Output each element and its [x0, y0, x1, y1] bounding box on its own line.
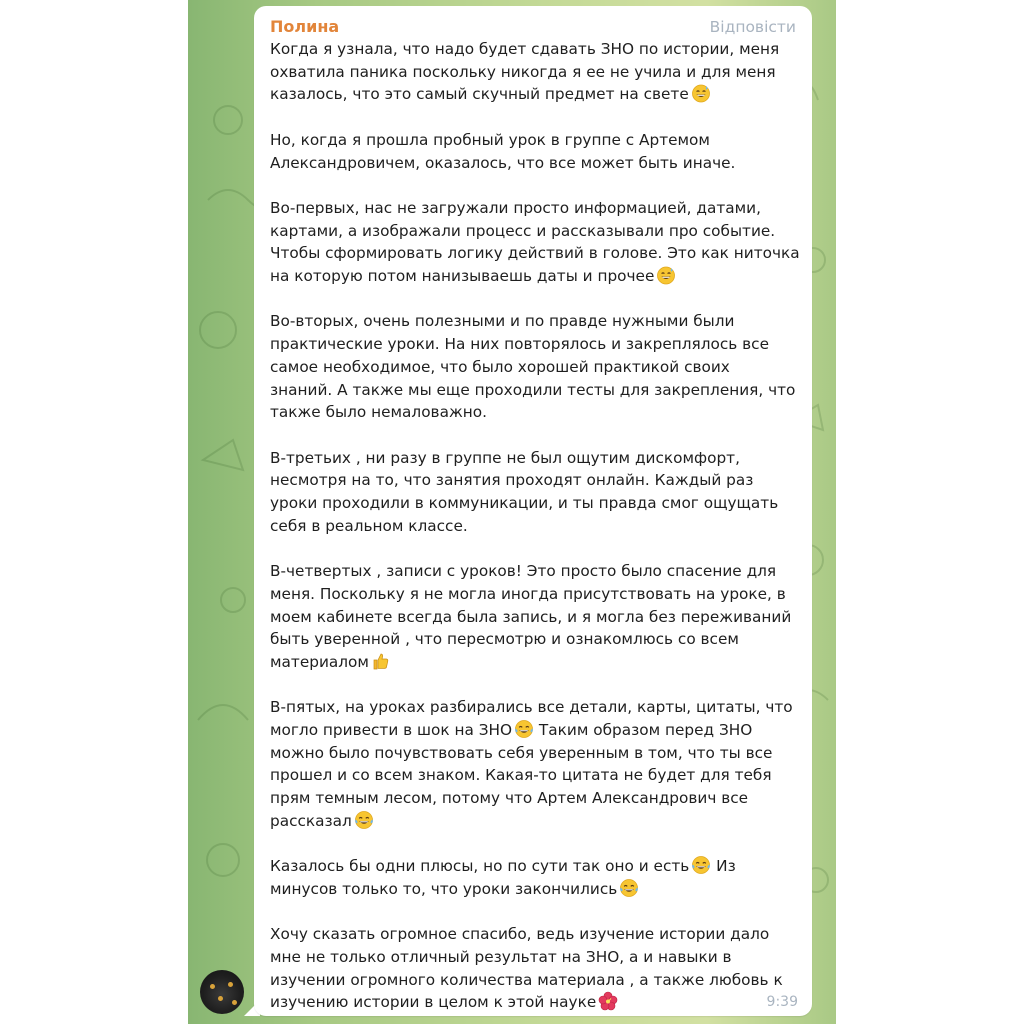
- message-line: [270, 152, 798, 175]
- message-line-text: уроки проходили в коммуникации, и ты правда смог ощущать: [270, 494, 779, 512]
- message-line: [270, 356, 798, 379]
- message-line-text: материалом: [270, 652, 369, 671]
- message-line: [270, 469, 798, 492]
- message-line-text: также было немаловажно.: [270, 403, 487, 422]
- message-line-text: несмотря на то, что занятия проходят онлайн. Каждый раз: [270, 471, 754, 490]
- message-line: [270, 991, 798, 1014]
- message-line: [270, 129, 798, 152]
- thumbs-up-emoji: [371, 651, 391, 671]
- avatar-detail: [232, 1000, 237, 1005]
- message-line: [270, 447, 798, 470]
- message-line: [270, 810, 798, 833]
- message-line-text: знаний. А также мы еще проходили тесты для закрепления, что: [270, 380, 796, 399]
- sweat-smile-emoji: [656, 265, 676, 285]
- message-line: [270, 878, 798, 901]
- message-line: [270, 742, 798, 765]
- message-line: [270, 583, 798, 606]
- message-paragraph: [270, 560, 798, 674]
- message-line-text: Во-вторых, очень полезными и по правде нужными были: [270, 312, 735, 331]
- message-line-text: можно было почувствовать себя уверенным в том, что ты все: [270, 743, 773, 762]
- message-line: [270, 310, 798, 333]
- tears-of-joy-emoji: [514, 719, 534, 739]
- message-line: [270, 923, 798, 946]
- message-line-text: на которую потом нанизываешь даты и прочее: [270, 267, 655, 285]
- message-paragraph: [270, 197, 798, 288]
- message-line: [270, 333, 798, 356]
- message-paragraph: [270, 696, 798, 832]
- message-line: [270, 220, 798, 243]
- message-line-text: практические уроки. На них повторялось и закреплялось все: [270, 335, 770, 354]
- message-line-text: Александровичем, оказалось, что все может быть иначе.: [270, 153, 736, 172]
- message-line: [270, 628, 798, 651]
- message-paragraph: [270, 38, 798, 106]
- message-time: 9:39: [766, 994, 798, 1010]
- sender-avatar[interactable]: [200, 970, 244, 1014]
- message-line: [270, 696, 798, 719]
- message-line-text: изучению истории в целом к этой науке: [270, 993, 597, 1012]
- message-line-text: прям темным лесом, потому что Артем Александрович все: [270, 789, 749, 808]
- message-bubble[interactable]: [254, 6, 812, 1016]
- message-line: [270, 38, 798, 61]
- hibiscus-emoji: [598, 991, 618, 1011]
- message-line-text: прошел и со всем знаком. Какая-то цитата не будет для тебя: [270, 766, 772, 785]
- message-paragraph: [270, 855, 798, 900]
- message-line-text: В-третьих , ни разу в группе не был ощутим дискомфорт,: [270, 448, 740, 467]
- message-line: [270, 242, 798, 265]
- message-line-text: самое необходимое, что было хорошей практикой своих: [270, 357, 730, 376]
- message-line: [270, 560, 798, 583]
- avatar-detail: [218, 996, 223, 1001]
- message-line: [270, 606, 798, 629]
- message-text: [270, 38, 798, 1014]
- message-line: [270, 764, 798, 787]
- sender-name[interactable]: Полина: [270, 17, 340, 36]
- message-paragraph: [270, 447, 798, 538]
- message-line-text: изучении огромного количества материала , а также любовь к: [270, 970, 783, 989]
- message-line: [270, 401, 798, 424]
- message-line-text: В-четвертых , записи с уроков! Это просто было спасение для: [270, 562, 777, 581]
- message-line: [270, 946, 798, 969]
- message-line-text: моем кабинете всегда была запись, и я могла без переживаний: [270, 607, 792, 626]
- message-line-text: Но, когда я прошла пробный урок в группе с Артемом: [270, 130, 710, 149]
- message-paragraph: [270, 923, 798, 1014]
- sweat-smile-emoji: [691, 83, 711, 103]
- message-line-text: В-пятых, на уроках разбирались все детали, карты, цитаты, что: [270, 698, 793, 717]
- tears-of-joy-emoji: [354, 810, 374, 830]
- message-line-text: Хочу сказать огромное спасибо, ведь изучение истории дало: [270, 925, 770, 944]
- message-line-text: меня. Поскольку я не могла иногда присутствовать на уроке, в: [270, 584, 786, 603]
- message-line-text: Когда я узнала, что надо будет сдавать ЗНО по истории, меня: [270, 40, 780, 58]
- message-line: [270, 197, 798, 220]
- message-line-text: могло привести в шок на ЗНО: [270, 721, 513, 739]
- message-line: [270, 492, 798, 515]
- message-line-text: Во-первых, нас не загружали просто информацией, датами,: [270, 198, 761, 217]
- message-line-text: Казалось бы одни плюсы, но по сути так оно и есть: [270, 857, 690, 876]
- message-line-text: себя в реальном классе.: [270, 516, 468, 535]
- message-line-text: охватила паника поскольку никогда я ее не учила и для меня: [270, 62, 776, 81]
- reply-button[interactable]: Відповісти: [709, 18, 796, 36]
- message-line-text: мне не только отличный результат на ЗНО, а и навыки в: [270, 948, 732, 966]
- message-line-text: Чтобы сформировать логику действий в голове. Это как ниточка: [270, 244, 800, 263]
- message-line: [270, 83, 798, 106]
- message-header: [270, 16, 798, 38]
- message-line: [270, 379, 798, 402]
- message-line: [270, 787, 798, 810]
- message-line-text: Таким образом перед ЗНО: [534, 721, 753, 739]
- tears-of-joy-emoji: [619, 878, 639, 898]
- message-line: [270, 651, 798, 674]
- message-paragraph: [270, 129, 798, 174]
- message-line-text: быть уверенной , что пересмотрю и ознакомлюсь со всем: [270, 630, 739, 649]
- avatar-detail: [210, 984, 215, 989]
- message-line-text: казалось, что это самый скучный предмет на свете: [270, 85, 689, 104]
- message-line: [270, 719, 798, 742]
- message-line: [270, 265, 798, 288]
- message-line-text: Из: [711, 857, 736, 876]
- message-line-text: рассказал: [270, 811, 352, 830]
- message-paragraph: [270, 310, 798, 424]
- message-line-text: картами, а изображали процесс и рассказывали про событие.: [270, 221, 776, 240]
- avatar-detail: [228, 982, 233, 987]
- message-line: [270, 969, 798, 992]
- message-line: [270, 61, 798, 84]
- message-line: [270, 515, 798, 538]
- message-line-text: минусов только то, что уроки закончились: [270, 879, 618, 898]
- tears-of-joy-emoji: [691, 855, 711, 875]
- message-line: [270, 855, 798, 878]
